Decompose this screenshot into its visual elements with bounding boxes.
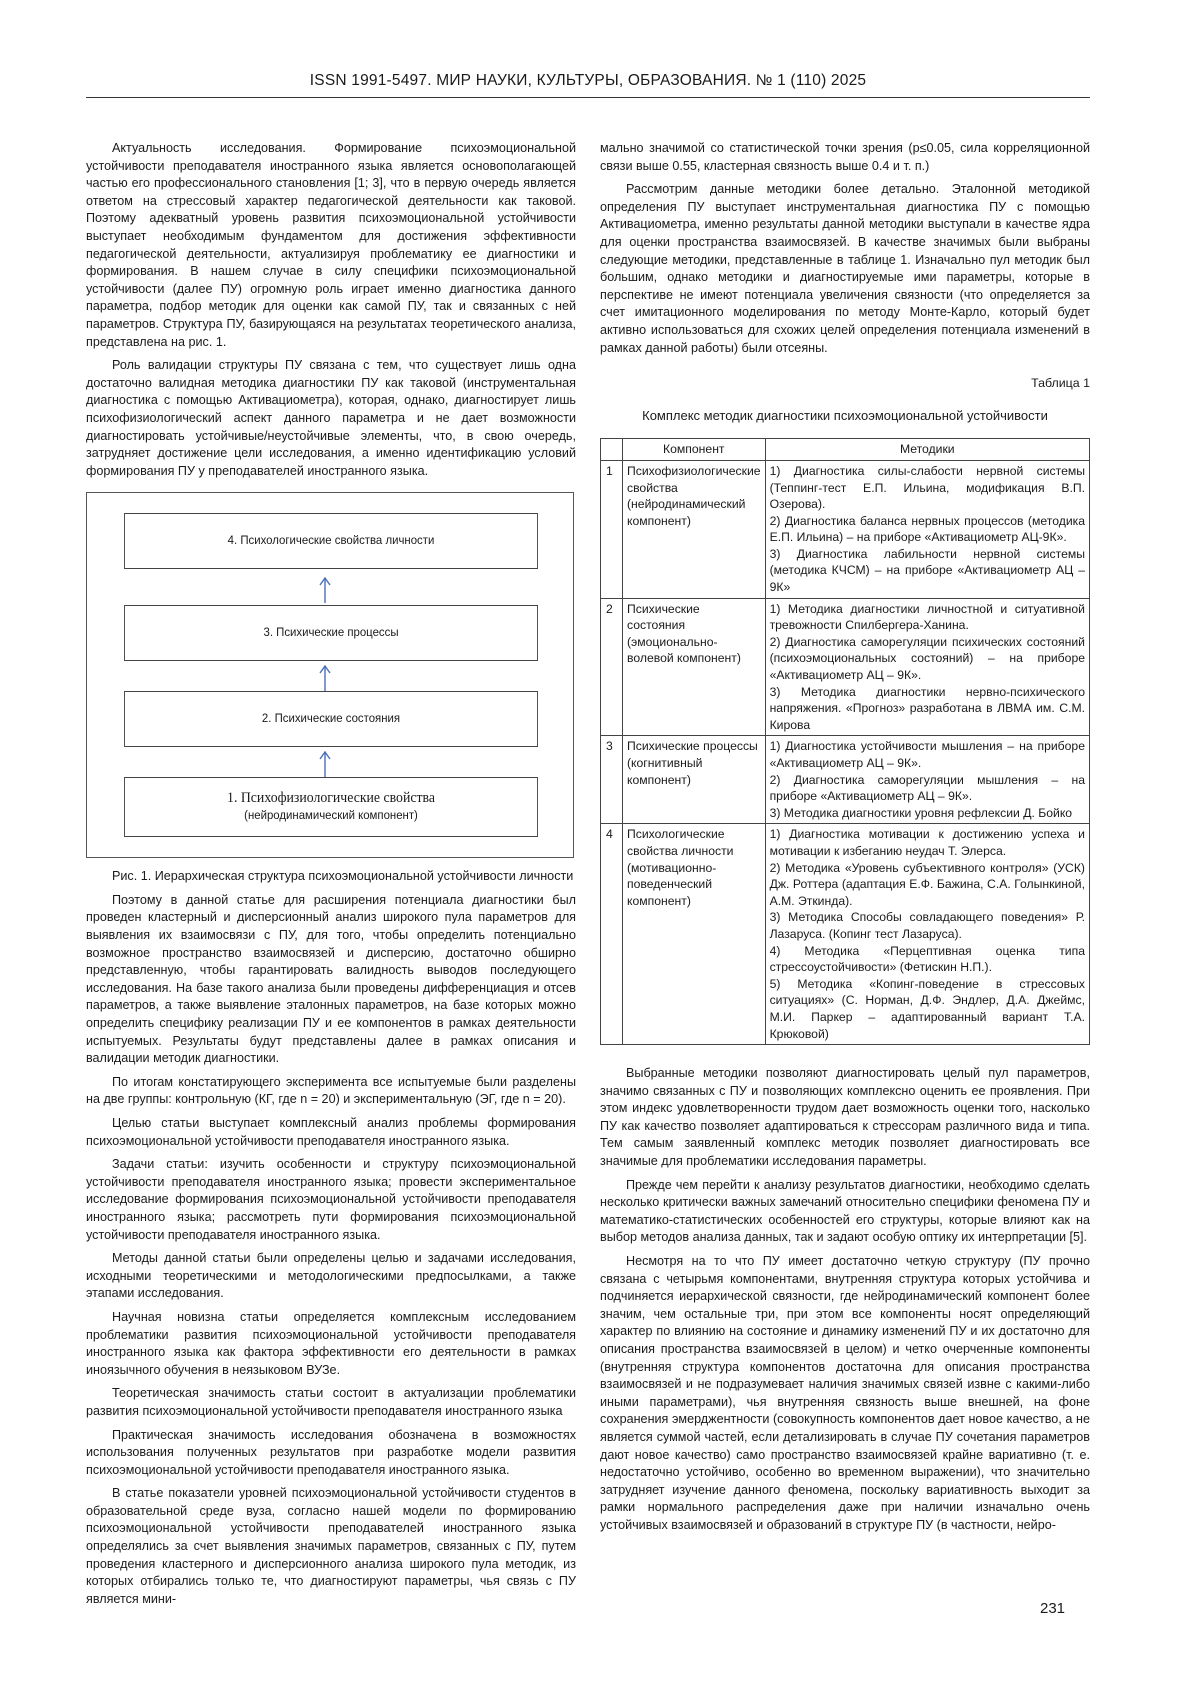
method-item: 2) Методика «Уровень субъективного контроля» (УСК) Дж. Роттера (адаптация Е.Ф. Бажина, С.А. Голынкиной, А.М. Эткинда). <box>770 860 1085 910</box>
paragraph: мально значимой со статистической точки зрения (p≤0.05, сила корреляционной связи выше 0.55, кластерная связность выше 0.4 и т. п.) <box>600 140 1090 175</box>
paragraph: Рассмотрим данные методики более детально. Эталонной методикой определения ПУ выступает инструментальная диагностика ПУ с помощью Активациометра, именно результаты данной методики выступали в качестве ядра для оценки пространства взаимосвязей. В качестве значимых были выбраны следующие методики, представленные в таблице 1. Изначально пул методик был большим, однако методики и диагностируемые ими параметры, которые в перспективе не имеют потенциала увеличения связности (что определяется за счет имитационного моделирования по методу Монте-Карло, который будет активно использоваться для схожих целей определения потенциала изменений в рамках данной работы) были отсеяны. <box>600 181 1090 357</box>
table-cell-methods <box>765 824 1089 1045</box>
table-row <box>601 736 1090 824</box>
table-cell-num: 3 <box>601 736 623 824</box>
method-item: 3) Методика диагностики уровня рефлексии Д. Бойко <box>770 805 1085 822</box>
table-row <box>601 598 1090 736</box>
arrow-up-icon <box>319 577 331 603</box>
paragraph: Целью статьи выступает комплексный анализ проблемы формирования психоэмоциональной устойчивости преподавателя иностранного языка. <box>86 1115 576 1150</box>
paragraph: Научная новизна статьи определяется комплексным исследованием проблематики развития психоэмоциональной устойчивости преподавателя иностранного языка как фактора эффективности его деятельности в рамках иноязычного обучения в неязыковом ВУЗе. <box>86 1309 576 1379</box>
method-item: 1) Диагностика устойчивости мышления – на приборе «Активациометр АЦ – 9К». <box>770 738 1085 771</box>
right-bottom-text <box>600 1065 1090 1534</box>
table-body <box>601 460 1090 1044</box>
table-header-methods: Методики <box>765 439 1089 461</box>
table-header-component: Компонент <box>623 439 766 461</box>
methods-table <box>600 438 1090 1045</box>
table-header-row <box>601 439 1090 461</box>
page-number: 231 <box>1040 1600 1065 1617</box>
journal-header: ISSN 1991-5497. МИР НАУКИ, КУЛЬТУРЫ, ОБРАЗОВАНИЯ. № 1 (110) 2025 <box>86 72 1090 90</box>
paragraph: По итогам констатирующего эксперимента все испытуемые были разделены на две группы: контрольную (КГ, где n = 20) и экспериментальную (ЭГ, где n = 20). <box>86 1074 576 1109</box>
figure-box-1 <box>124 777 538 837</box>
figure-box-3 <box>124 605 538 661</box>
table-label: Таблица 1 <box>600 375 1090 393</box>
figure-caption: Рис. 1. Иерархическая структура психоэмоциональной устойчивости личности <box>86 868 576 886</box>
table-cell-methods <box>765 736 1089 824</box>
table-cell-num: 4 <box>601 824 623 1045</box>
paragraph: Несмотря на то что ПУ имеет достаточно четкую структуру (ПУ прочно связана с четырьмя компонентами, внутренняя структура которых устойчива и подчиняется иерархической связности, где нейродинамический компонент более значим, чем остальные три, при этом все компоненты носят определяющий характер по влиянию на состояние и динамику изменений ПУ и их достаточно для описания пространства взаимосвязей в целом) и четко очерченные компоненты (внутренняя структура компонентов достаточна для описания пространства взаимосвязей и не подразумевает наличия значимых связей извне с какими-либо иными параметрами), чья внутренняя связность выше внешней, на фоне сохранения эмерджентности (совокупность компонентов дает новое качество, а не является суммой частей, если детализировать в случае ПУ сочетания параметров дают новое качество) само пространство взаимосвязей крайне вариативно (т. е. недостаточно устойчиво, особенно во временном выражении), что значительно затрудняет изучение данного феномена, поскольку вариативность выходит за рамки нормального распределения даже при наличии изначально очень устойчивых взаимосвязей и образований в структуре ПУ (в частности, нейро- <box>600 1253 1090 1535</box>
figure-box-sublabel: (нейродинамический компонент) <box>244 807 418 825</box>
method-item: 2) Диагностика саморегуляции мышления – на приборе «Активациометр АЦ – 9К». <box>770 772 1085 805</box>
paragraph: Практическая значимость исследования обозначена в возможностях использования полученных результатов при разработке модели развития психоэмоциональной устойчивости преподавателя иностранного языка. <box>86 1427 576 1480</box>
method-item: 2) Диагностика саморегуляции психических состояний (психоэмоциональных состояний) – на приборе «Активациометр АЦ – 9К». <box>770 634 1085 684</box>
figure-1 <box>86 492 574 858</box>
paragraph: Роль валидации структуры ПУ связана с тем, что существует лишь одна достаточно валидная методика диагностики ПУ как таковой (инструментальная диагностика с помощью Активациометра), которая, однако, диагностирует лишь психофизиологический аспект данного параметра и не дает возможности диагностировать устойчивые/неустойчивые элементы, что, в свою очередь, затрудняет достижение цели исследования, а именно идентификацию условий формирования ПУ у преподавателей иностранного языка. <box>86 357 576 480</box>
method-item: 3) Диагностика лабильности нервной системы (методика КЧСМ) – на приборе «Активациометр АЦ – 9К» <box>770 546 1085 596</box>
paragraph: Актуальность исследования. Формирование психоэмоциональной устойчивости преподавателя иностранного языка является основополагающей частью его профессионального становления [1; 3], что в первую очередь является ответом на стрессовый характер педагогической деятельности как таковой. Поэтому адекватный уровень развития психоэмоциональной устойчивости выступает необходимым фундаментом для достижения эффективности педагогической деятельности, актуализируя проблематику ее диагностики и формирования. В нашем случае в силу специфики психоэмоциональной устойчивости (далее ПУ) огромную роль играет именно диагностика данного параметра, подбор методик для оценки как самой ПУ, так и связанных с ней параметров. Структура ПУ, базирующаяся на результатах теоретического анализа, представлена на рис. 1. <box>86 140 576 351</box>
table-cell-methods <box>765 598 1089 736</box>
method-item: 4) Методика «Перцептивная оценка типа стрессоустойчивости» (Фетискин Н.П.). <box>770 943 1085 976</box>
method-item: 2) Диагностика баланса нервных процессов (методика Е.П. Ильина) – на приборе «Активациометр АЦ-9К». <box>770 513 1085 546</box>
left-bottom-text <box>86 892 576 1609</box>
paragraph: Методы данной статьи были определены целью и задачами исследования, исходными теоретическими и методологическими предпосылками, а также этапами исследования. <box>86 1250 576 1303</box>
figure-box-label: 1. Психофизиологические свойства <box>227 790 435 808</box>
table-cell-num: 1 <box>601 460 623 598</box>
method-item: 1) Методика диагностики личностной и ситуативной тревожности Спилбергера-Ханина. <box>770 601 1085 634</box>
table-cell-num: 2 <box>601 598 623 736</box>
table-cell-component: Психологические свойства личности (мотивационно-поведенческий компонент) <box>623 824 766 1045</box>
left-column <box>86 140 576 1614</box>
paragraph: В статье показатели уровней психоэмоциональной устойчивости студентов в образовательной среде вуза, согласно нашей модели по формированию психоэмоциональной устойчивости преподавателей иностранного языка определялись за счет выявления значимых параметров, связанных с ПУ, путем проведения кластерного и дисперсионного анализа широкого пула методик, из которых отбирались только те, что диагностируют параметры, чья связь с ПУ является мини- <box>86 1485 576 1608</box>
paragraph: Выбранные методики позволяют диагностировать целый пул параметров, значимо связанных с ПУ и позволяющих комплексно оценить ее проявления. При этом индекс удовлетворенности трудом дает возможность оценки того, насколько ПУ как качество позволяет адаптироваться к стрессорам различного вида и типа. Тем самым заявленный комплекс методик позволяет диагностировать все значимые для проблематики исследования параметры. <box>600 1065 1090 1171</box>
method-item: 3) Методика Способы совладающего поведения» Р. Лазаруса. (Копинг тест Лазаруса). <box>770 909 1085 942</box>
table-cell-component: Психические состояния (эмоционально-волевой компонент) <box>623 598 766 736</box>
table-cell-methods <box>765 460 1089 598</box>
method-item: 5) Методика «Копинг-поведение в стрессовых ситуациях» (С. Норман, Д.Ф. Эндлер, Д.А. Джеймс, М.И. Паркер – адаптированный вариант Т.А. Крюковой) <box>770 976 1085 1042</box>
right-column <box>600 140 1090 1541</box>
figure-box-4 <box>124 513 538 569</box>
figure-box-label: 2. Психические состояния <box>262 710 400 728</box>
table-row <box>601 824 1090 1045</box>
method-item: 1) Диагностика мотивации к достижению успеха и мотивации к избеганию неудач Т. Элерса. <box>770 826 1085 859</box>
figure-box-2 <box>124 691 538 747</box>
paragraph: Задачи статьи: изучить особенности и структуру психоэмоциональной устойчивости преподавателя иностранного языка; провести экспериментальное исследование формирования психоэмоциональной устойчивости преподавателя иностранного языка; рассмотреть пути формирования психоэмоциональной устойчивости преподавателя иностранного языка. <box>86 1156 576 1244</box>
method-item: 3) Методика диагностики нервно-психического напряжения. «Прогноз» разработана в ЛВМА им. С.М. Кирова <box>770 684 1085 734</box>
method-item: 1) Диагностика силы-слабости нервной системы (Теппинг-тест Е.П. Ильина, модификация В.П. Озерова). <box>770 463 1085 513</box>
arrow-up-icon <box>319 751 331 777</box>
table-cell-component: Психофизиологические свойства (нейродинамический компонент) <box>623 460 766 598</box>
paragraph: Теоретическая значимость статьи состоит в актуализации проблематики развития психоэмоциональной устойчивости преподавателя иностранного языка <box>86 1385 576 1420</box>
table-row <box>601 460 1090 598</box>
figure-box-label: 4. Психологические свойства личности <box>228 532 435 550</box>
paragraph: Поэтому в данной статье для расширения потенциала диагностики был проведен кластерный и дисперсионный анализ широкого пула параметров для выявления их взаимосвязи с ПУ, для того, чтобы определить потенциально возможное пространство взаимосвязей и дисперсию, достаточно обширно представленную, чтобы гарантировать валидность выводов последующего исследования. На базе такого анализа были проведены дифференциация и отсев параметров, а также выявление эталонных параметров, на базе которых можно определить специфику реализации ПУ и ее компонентов в рамках деятельности испытуемых. Результаты будут представлены далее в рамках описания и валидации методик диагностики. <box>86 892 576 1068</box>
table-header-num <box>601 439 623 461</box>
arrow-up-icon <box>319 665 331 691</box>
table-cell-component: Психические процессы (когнитивный компонент) <box>623 736 766 824</box>
table-title: Комплекс методик диагностики психоэмоциональной устойчивости <box>600 407 1090 425</box>
figure-box-label: 3. Психические процессы <box>263 624 398 642</box>
header-rule <box>86 97 1090 98</box>
paragraph: Прежде чем перейти к анализу результатов диагностики, необходимо сделать несколько критически важных замечаний относительно специфики феномена ПУ и математико-статистических особенностей его структуры, которые влияют как на выбор методов анализа данных, так и задают особую оптику их интерпретации [5]. <box>600 1177 1090 1247</box>
